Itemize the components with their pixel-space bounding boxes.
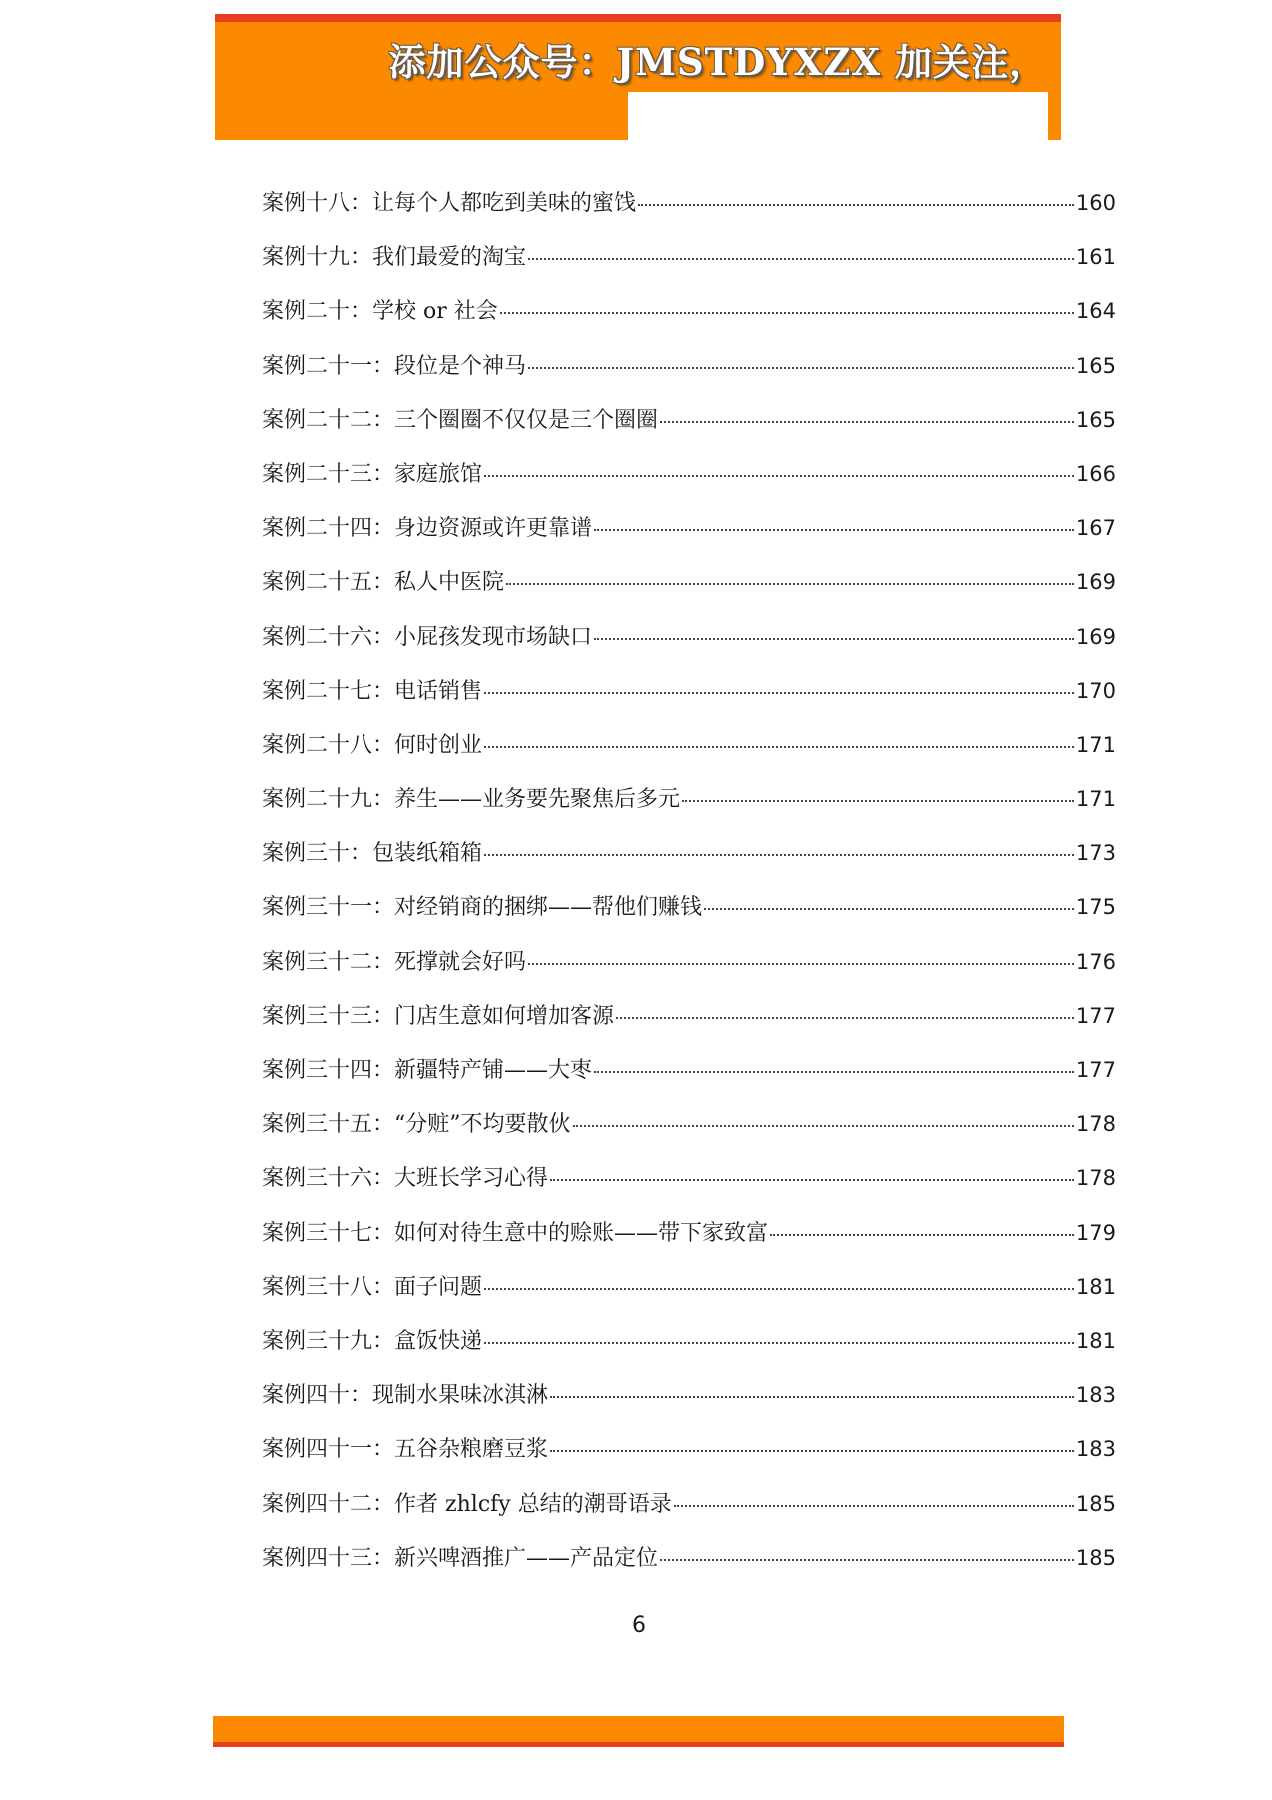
toc-entry-page-number: 170 (1075, 678, 1116, 703)
toc-entry-separator: ： (372, 895, 395, 921)
toc-entry[interactable] (262, 1378, 1116, 1432)
toc-entry-title: 我们最爱的淘宝 (372, 245, 527, 271)
header-white-box (628, 92, 1048, 144)
toc-entry-page-number: 165 (1075, 353, 1116, 378)
toc-entry-leader-dots (573, 1125, 1074, 1127)
toc-entry-leader-dots (484, 854, 1074, 856)
toc-entry[interactable] (262, 1107, 1116, 1161)
toc-entry-leader-dots (500, 312, 1074, 314)
toc-entry-separator: ： (372, 787, 395, 813)
toc-entry-leader-dots (550, 1396, 1074, 1398)
toc-entry[interactable] (262, 349, 1116, 403)
toc-entry[interactable] (262, 674, 1116, 728)
toc-entry-separator: ： (372, 353, 395, 379)
toc-entry-page-number: 165 (1075, 407, 1116, 432)
toc-entry-case-label: 案例二十二 (262, 407, 373, 433)
toc-entry-separator: ： (350, 841, 373, 867)
toc-entry-separator: ： (372, 624, 395, 650)
toc-entry-case-label: 案例二十八 (262, 732, 373, 758)
toc-entry[interactable] (262, 890, 1116, 944)
toc-entry-leader-dots (550, 1450, 1074, 1452)
toc-entry-case-label: 案例四十三 (262, 1545, 373, 1571)
toc-entry-title: 大班长学习心得 (394, 1166, 549, 1192)
toc-entry-title: 新疆特产铺——大枣 (394, 1058, 593, 1083)
toc-entry-leader-dots (660, 1559, 1074, 1561)
toc-entry[interactable] (262, 1053, 1116, 1107)
toc-entry-separator: ： (372, 516, 395, 542)
toc-entry-page-number: 161 (1075, 245, 1116, 270)
toc-entry-page-number: 177 (1075, 1058, 1116, 1082)
toc-entry-leader-dots (594, 638, 1074, 640)
toc-entry-separator: ： (372, 1328, 395, 1354)
toc-entry-leader-dots (674, 1505, 1074, 1507)
toc-entry-leader-dots (550, 1179, 1074, 1181)
toc-entry-title: 五谷杂粮磨豆浆 (394, 1437, 549, 1463)
toc-entry-title: 新兴啤酒推广——产品定位 (394, 1545, 659, 1571)
toc-entry-case-label: 案例三十九 (262, 1328, 373, 1354)
toc-entry-title: 门店生意如何增加客源 (394, 1003, 615, 1029)
toc-entry-title: 何时创业 (394, 732, 483, 758)
toc-entry-case-label: 案例二十六 (262, 624, 373, 650)
toc-entry[interactable] (262, 1216, 1116, 1270)
toc-entry[interactable] (262, 999, 1116, 1053)
toc-entry-title: 盒饭快递 (394, 1328, 483, 1354)
toc-entry-separator: ： (350, 299, 373, 325)
footer-bar (213, 1716, 1064, 1747)
toc-entry-case-label: 案例三十六 (262, 1166, 373, 1192)
toc-entry-leader-dots (682, 800, 1074, 802)
toc-entry-page-number: 164 (1075, 299, 1116, 324)
toc-entry-leader-dots (528, 963, 1074, 965)
toc-entry-page-number: 173 (1075, 841, 1116, 866)
toc-entry-leader-dots (484, 692, 1074, 694)
toc-entry[interactable] (262, 728, 1116, 782)
toc-entry-leader-dots (484, 1288, 1074, 1290)
toc-entry-separator: ： (372, 1003, 395, 1029)
toc-entry-separator: ： (372, 407, 395, 433)
toc-entry[interactable] (262, 511, 1116, 565)
toc-entry-title: 段位是个神马 (394, 353, 527, 379)
toc-entry-title: 身边资源或许更靠谱 (394, 516, 593, 542)
toc-entry-separator: ： (350, 245, 373, 271)
toc-entry-page-number: 160 (1075, 191, 1116, 215)
toc-entry-case-label: 案例三十七 (262, 1220, 373, 1246)
toc-entry-separator: ： (372, 732, 395, 758)
toc-entry-title: 家庭旅馆 (394, 461, 483, 487)
toc-entry-case-label: 案例四十二 (262, 1491, 373, 1517)
toc-entry-separator: ： (350, 191, 373, 216)
toc-entry-case-label: 案例二十四 (262, 516, 373, 542)
toc-entry-title: 学校 or 社会 (372, 299, 498, 325)
toc-entry-leader-dots (528, 367, 1074, 369)
toc-entry-page-number: 181 (1075, 1328, 1116, 1353)
toc-entry-case-label: 案例四十 (262, 1383, 351, 1409)
toc-entry-case-label: 案例十九 (262, 245, 351, 271)
toc-entry-title: 如何对待生意中的赊账——带下家致富 (394, 1220, 769, 1246)
toc-entry-page-number: 185 (1075, 1545, 1116, 1570)
toc-entry-case-label: 案例三十四 (262, 1058, 373, 1083)
toc-entry-separator: ： (372, 461, 395, 487)
toc-entry[interactable] (262, 836, 1116, 890)
toc-entry-leader-dots (594, 1071, 1074, 1073)
toc-entry-title: 作者 zhlcfy 总结的潮哥语录 (394, 1491, 672, 1517)
toc-entry-leader-dots (594, 529, 1074, 531)
toc-entry-case-label: 案例四十一 (262, 1437, 373, 1463)
toc-entry-title: 死撑就会好吗 (394, 949, 527, 975)
toc-entry-page-number: 169 (1075, 570, 1116, 595)
toc-entry-page-number: 171 (1075, 787, 1116, 812)
page-number: 6 (632, 1613, 646, 1638)
toc-entry-case-label: 案例二十五 (262, 570, 373, 596)
toc-entry[interactable] (262, 782, 1116, 836)
toc-entry-separator: ： (350, 1383, 373, 1409)
toc-entry-page-number: 179 (1075, 1220, 1116, 1245)
toc-entry[interactable] (262, 186, 1116, 240)
toc-entry-case-label: 案例三十八 (262, 1274, 373, 1300)
toc-entry-leader-dots (528, 258, 1074, 260)
toc-entry[interactable] (262, 403, 1116, 457)
toc-entry-page-number: 166 (1075, 461, 1116, 486)
toc-entry[interactable] (262, 1432, 1116, 1486)
header-banner-text: 添加公众号：JMSTDYXZX 加关注， (388, 40, 1047, 84)
toc-entry[interactable] (262, 1487, 1116, 1541)
toc-entry-page-number: 169 (1075, 624, 1116, 649)
toc-entry-page-number: 183 (1075, 1383, 1116, 1408)
toc-entry-title: 私人中医院 (394, 570, 505, 596)
toc-entry-separator: ： (372, 678, 395, 704)
toc-entry-page-number: 185 (1075, 1491, 1116, 1516)
toc-entry-page-number: 178 (1075, 1112, 1116, 1137)
toc-entry-separator: ： (372, 1112, 395, 1138)
toc-entry-case-label: 案例三十二 (262, 949, 373, 975)
toc-entry-page-number: 175 (1075, 895, 1116, 920)
toc-entry-separator: ： (372, 1274, 395, 1300)
toc-entry-separator: ： (372, 1491, 395, 1517)
toc-entry[interactable] (262, 240, 1116, 294)
toc-entry[interactable] (262, 565, 1116, 619)
toc-entry-title: 养生——业务要先聚焦后多元 (394, 787, 681, 813)
toc-entry-case-label: 案例三十 (262, 841, 351, 867)
toc-entry-page-number: 178 (1075, 1166, 1116, 1191)
toc-entry-separator: ： (372, 570, 395, 596)
toc-entry[interactable] (262, 620, 1116, 674)
toc-entry-separator: ： (372, 1220, 395, 1246)
toc-entry-page-number: 183 (1075, 1437, 1116, 1462)
toc-entry-leader-dots (484, 746, 1074, 748)
toc-entry[interactable] (262, 1270, 1116, 1324)
toc-entry[interactable] (262, 1541, 1116, 1595)
toc-entry-page-number: 176 (1075, 949, 1116, 974)
toc-entry-page-number: 171 (1075, 732, 1116, 757)
toc-entry-title: 对经销商的捆绑——帮他们赚钱 (394, 895, 703, 921)
toc-entry-title: 小屁孩发现市场缺口 (394, 624, 593, 650)
toc-entry-case-label: 案例二十 (262, 299, 351, 325)
toc-entry[interactable] (262, 294, 1116, 348)
toc-entry-leader-dots (704, 908, 1074, 910)
toc-entry-case-label: 案例三十一 (262, 895, 373, 921)
toc-entry[interactable] (262, 457, 1116, 511)
toc-entry-case-label: 案例十八 (262, 191, 351, 216)
toc-entry-title: 现制水果味冰淇淋 (372, 1383, 549, 1409)
toc-entry-page-number: 177 (1075, 1003, 1116, 1028)
toc-entry-case-label: 案例二十七 (262, 678, 373, 704)
table-of-contents (262, 186, 1116, 1595)
header-banner (215, 14, 1061, 140)
toc-entry-leader-dots (660, 421, 1074, 423)
toc-entry-leader-dots (484, 475, 1074, 477)
toc-entry-case-label: 案例三十五 (262, 1112, 373, 1138)
toc-entry-title: 面子问题 (394, 1274, 483, 1300)
toc-entry-leader-dots (506, 583, 1074, 585)
toc-entry[interactable] (262, 1161, 1116, 1215)
toc-entry-case-label: 案例三十三 (262, 1003, 373, 1029)
toc-entry-case-label: 案例二十三 (262, 461, 373, 487)
toc-entry-title: 电话销售 (394, 678, 483, 704)
toc-entry-leader-dots (616, 1017, 1074, 1019)
toc-entry-separator: ： (372, 1437, 395, 1463)
toc-entry-title: 让每个人都吃到美味的蜜饯 (372, 191, 637, 216)
toc-entry-case-label: 案例二十一 (262, 353, 373, 379)
toc-entry-separator: ： (372, 1058, 395, 1083)
toc-entry-separator: ： (372, 1545, 395, 1571)
toc-entry-case-label: 案例二十九 (262, 787, 373, 813)
toc-entry-separator: ： (372, 949, 395, 975)
toc-entry-title: 三个圈圈不仅仅是三个圈圈 (394, 407, 659, 433)
toc-entry-page-number: 181 (1075, 1274, 1116, 1299)
toc-entry-separator: ： (372, 1166, 395, 1192)
toc-entry-title: 包装纸箱箱 (372, 841, 483, 867)
toc-entry-leader-dots (638, 204, 1074, 206)
toc-entry-title: “分赃”不均要散伙 (394, 1112, 571, 1138)
toc-entry[interactable] (262, 945, 1116, 999)
toc-entry-page-number: 167 (1075, 516, 1116, 541)
toc-entry[interactable] (262, 1324, 1116, 1378)
toc-entry-leader-dots (484, 1342, 1074, 1344)
toc-entry-leader-dots (770, 1234, 1074, 1236)
